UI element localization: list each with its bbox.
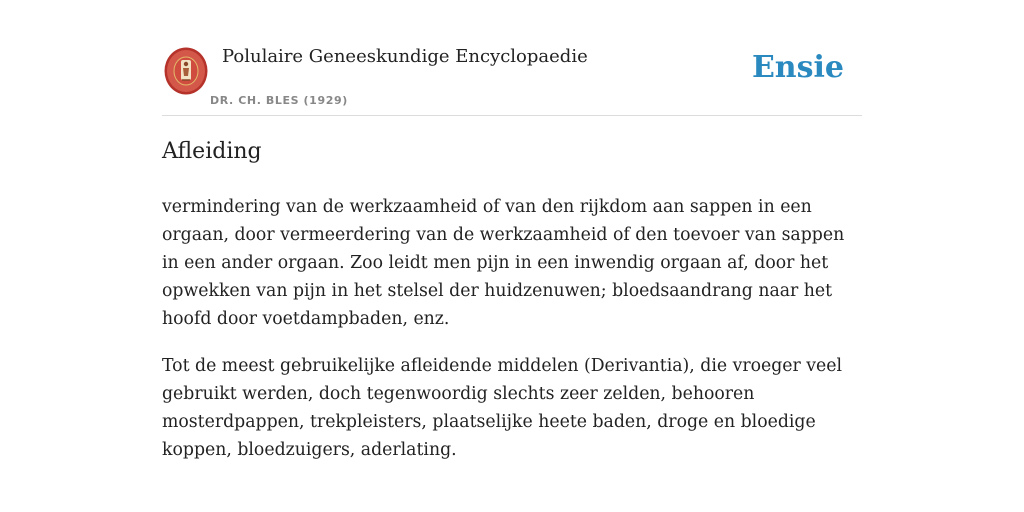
entry-paragraph: vermindering van de werkzaamheid of van den rijkdom aan sappen in een orgaan, door vermeerdering van de werkzaamheid of den toevoer van sappen in een ander orgaan. Zoo leidt men pijn in een inwendig orgaan af, door het opwekken van pijn in het stelsel der huidzenuwen; bloedsaandrang naar het hoofd door voetdampbaden, enz. — [162, 197, 845, 329]
site-logo[interactable]: Ensie — [751, 50, 844, 85]
book-title[interactable]: Polulaire Geneeskundige Encyclopaedie — [222, 46, 588, 67]
book-cover-icon[interactable] — [164, 47, 208, 95]
book-author: DR. CH. BLES (1929) — [210, 94, 348, 107]
entry-body — [162, 193, 862, 483]
entry-paragraph: Tot de meest gebruikelijke afleidende middelen (Derivantia), die vroeger veel gebruikt werden, doch tegenwoordig slechts zeer zelden, behooren mosterdpappen, trekpleisters, plaatselijke heete baden, droge en bloedige koppen, bloedzuigers, aderlating. — [162, 356, 843, 460]
book-header — [162, 40, 862, 116]
entry-title: Afleiding — [162, 139, 262, 164]
